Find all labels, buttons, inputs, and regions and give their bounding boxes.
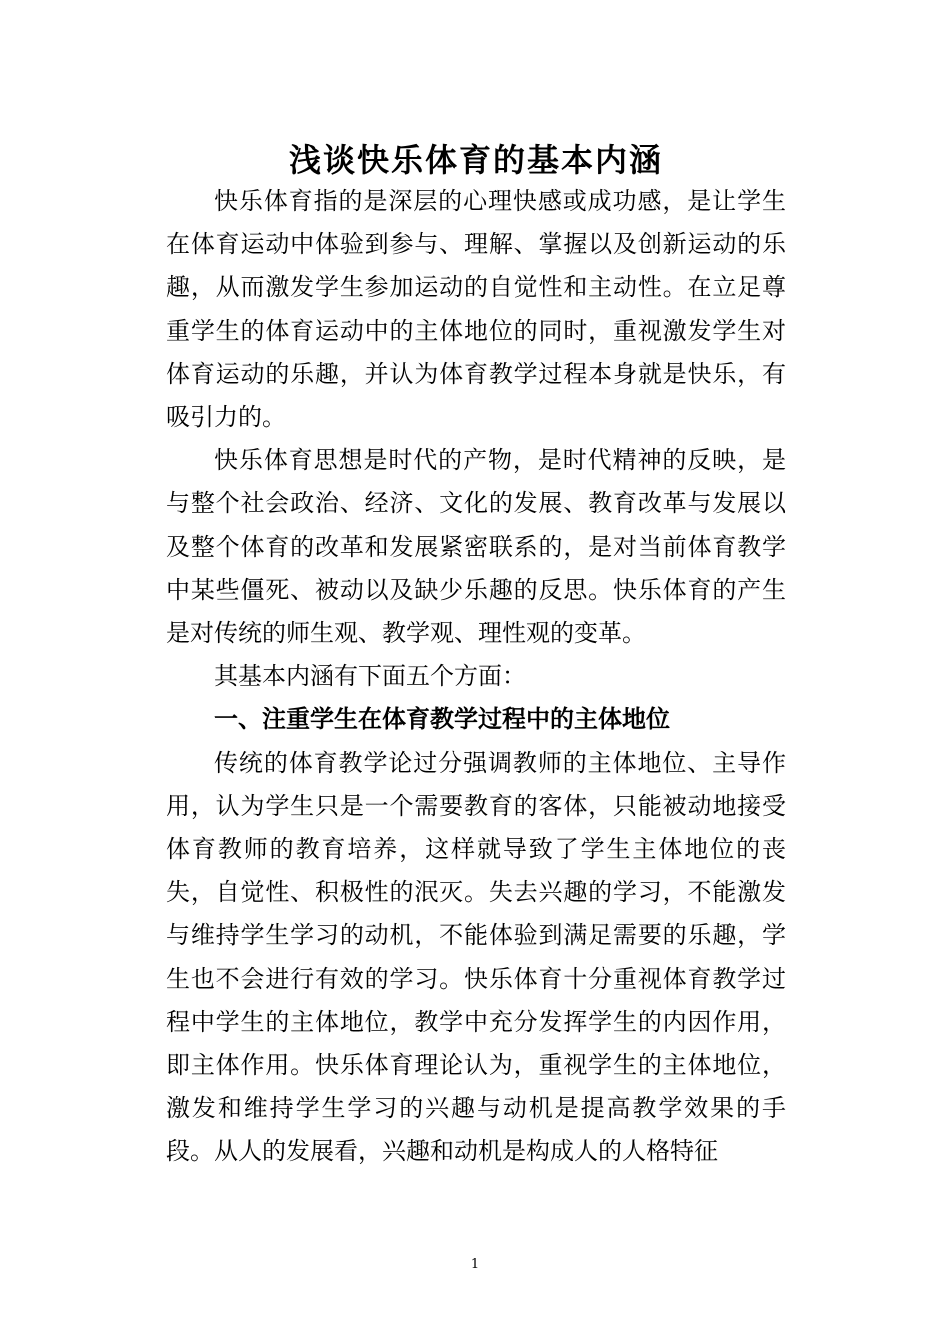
section-1-paragraph: 传统的体育教学论过分强调教师的主体地位、主导作用，认为学生只是一个需要教育的客体，只能被动地接受体育教师的教育培养，这样就导致了学生主体地位的丧失，自觉性、积极性的泯灭。失去兴趣的学习，不能激发与维持学生学习的动机，不能体验到满足需要的乐趣，学生也不会进行有效的学习。快乐体育十分重视体育教学过程中学生的主体地位，教学中充分发挥学生的内因作用，即主体作用。快乐体育理论认为，重视学生的主体地位，激发和维持学生学习的兴趣与动机是提高教学效果的手段。从人的发展看，兴趣和动机是构成人的人格特征 [166,748,786,1166]
paragraph-intro: 快乐体育指的是深层的心理快感或成功感，是让学生在体育运动中体验到参与、理解、掌握以及创新运动的乐趣，从而激发学生参加运动的自觉性和主动性。在立足尊重学生的体育运动中的主体地位的同时，重视激发学生对体育运动的乐趣，并认为体育教学过程本身就是快乐，有吸引力的。 [166,187,786,432]
paragraph-background: 快乐体育思想是时代的产物，是时代精神的反映，是与整个社会政治、经济、文化的发展、教育改革与发展以及整个体育的改革和发展紧密联系的，是对当前体育教学中某些僵死、被动以及缺少乐趣的反思。快乐体育的产生是对传统的师生观、教学观、理性观的变革。 [166,446,786,648]
page-number: 1 [470,1257,480,1272]
document-title: 浅谈快乐体育的基本内涵 [288,141,663,179]
document-body [166,180,786,1174]
section-heading-1: 一、注重学生在体育教学过程中的主体地位 [214,705,670,734]
paragraph-overview: 其基本内涵有下面五个方面： [214,662,526,691]
